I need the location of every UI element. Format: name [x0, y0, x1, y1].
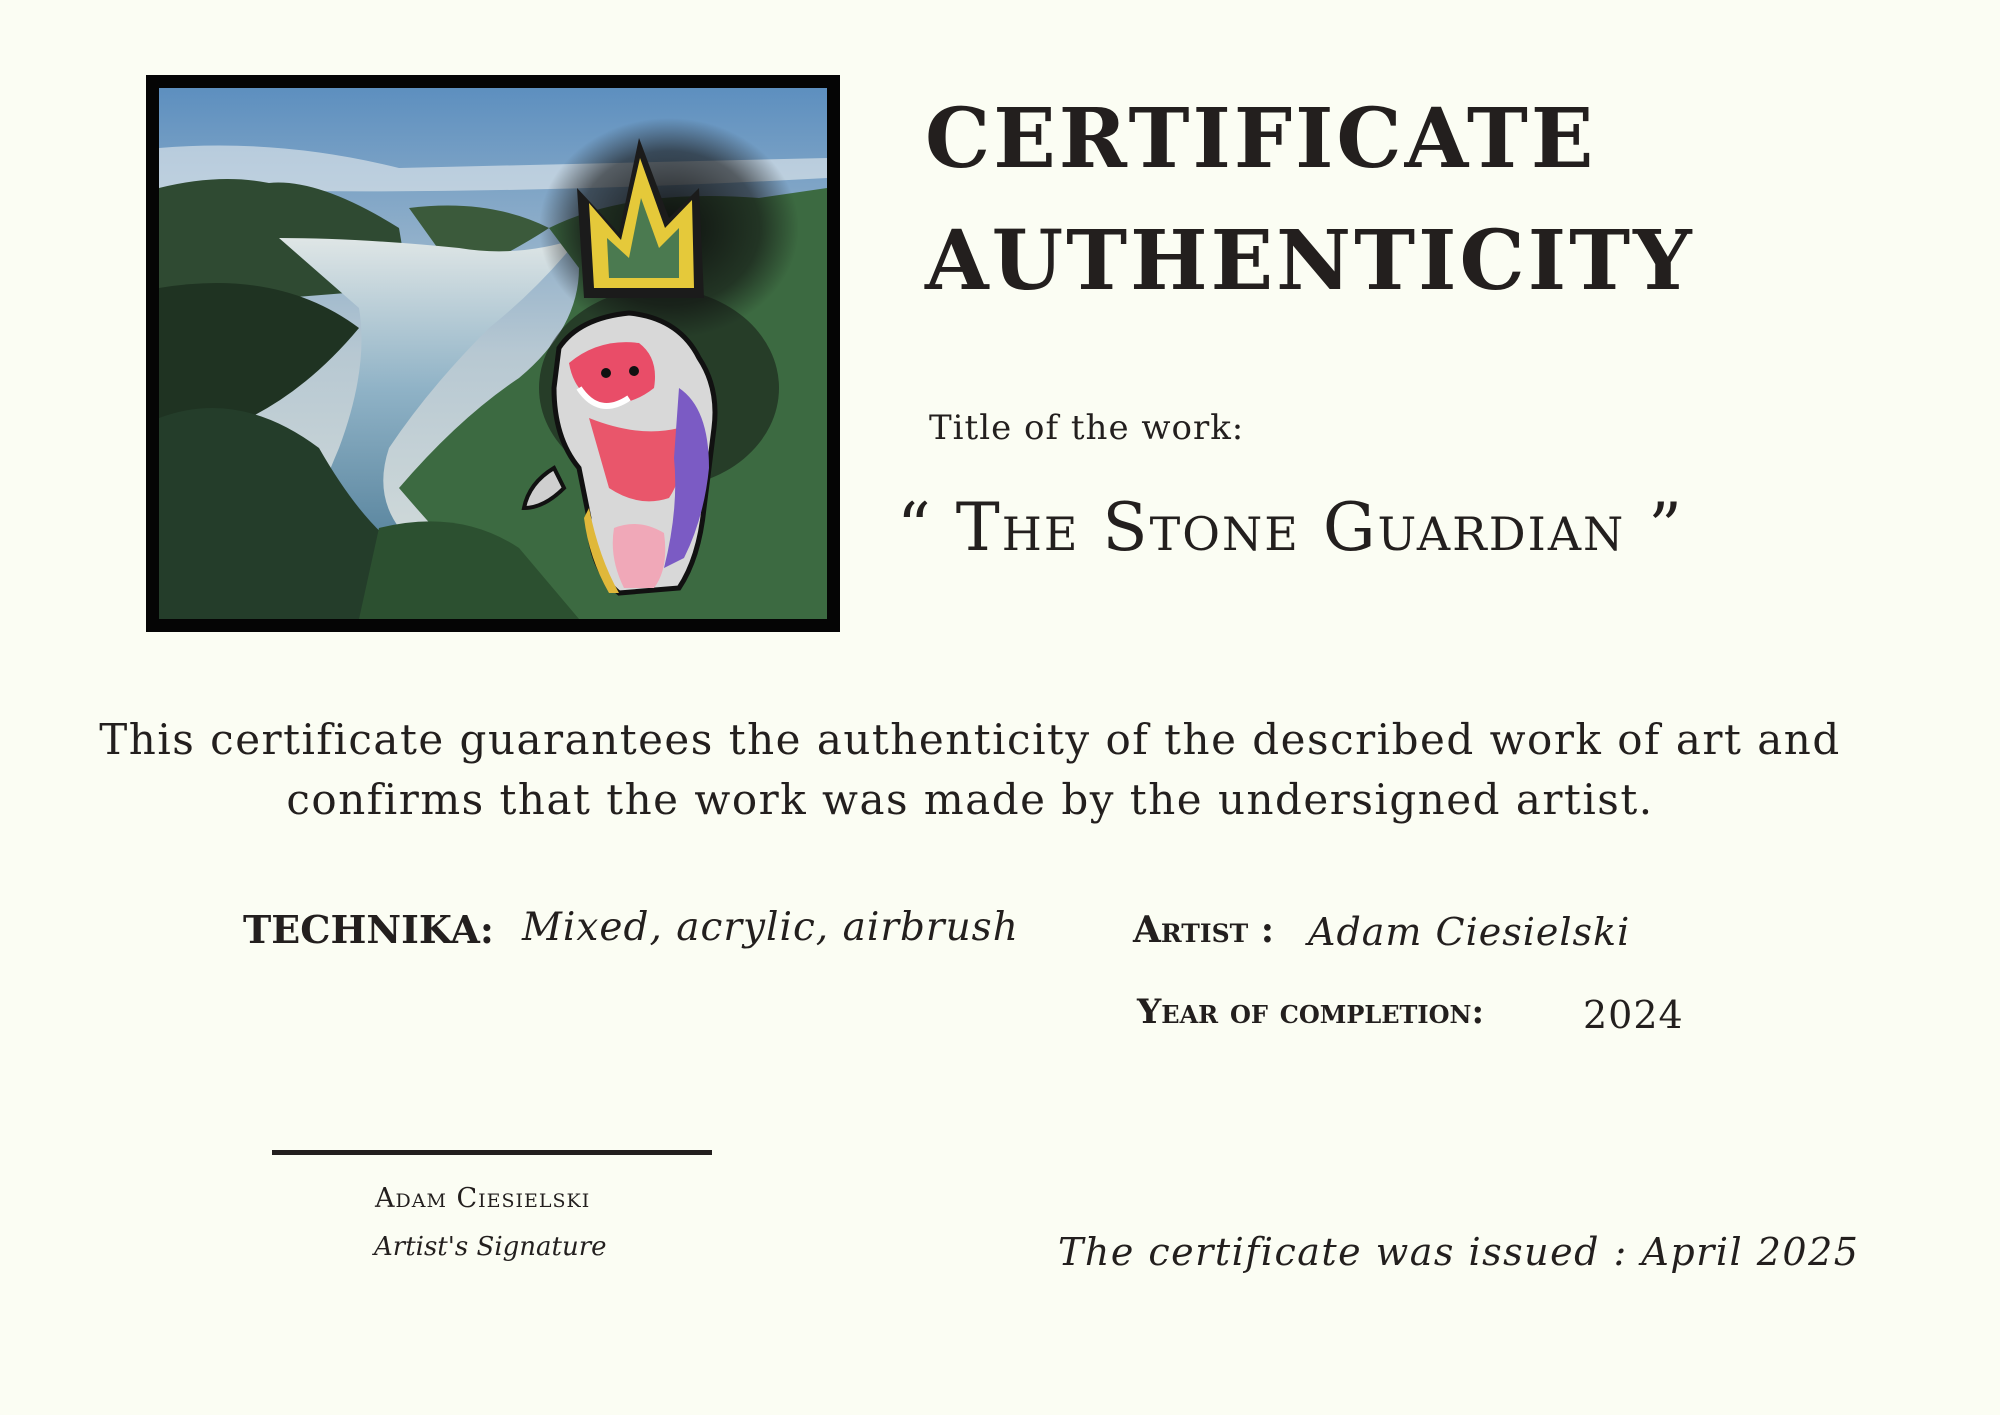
year-value: 2024 [1583, 993, 1684, 1037]
signature-name: Adam Ciesielski [375, 1183, 591, 1214]
year-label: Year of completion: [1137, 992, 1485, 1032]
signature-caption: Artist's Signature [374, 1232, 607, 1262]
statement-line1: This certificate guarantees the authenticity of the described work of art and [99, 715, 1841, 764]
artist-value: Adam Ciesielski [1308, 910, 1631, 954]
artwork-image [159, 88, 827, 619]
issue-date: The certificate was issued : April 2025 [1058, 1230, 1860, 1274]
certificate-title-line1: CERTIFICATE [925, 91, 1597, 187]
technique-label: TECHNIKA: [243, 907, 494, 952]
work-title: “ The Stone Guardian ” [897, 489, 1685, 566]
work-title-label: Title of the work: [929, 408, 1245, 448]
statement-line2: confirms that the work was made by the undersigned artist. [286, 775, 1654, 824]
certificate-title-line2: AUTHENTICITY [925, 213, 1695, 309]
artist-label: Artist : [1133, 909, 1275, 951]
artwork-frame [146, 75, 840, 632]
signature-line [272, 1150, 712, 1155]
authenticity-statement [60, 710, 1880, 830]
technique-value: Mixed, acrylic, airbrush [522, 905, 1019, 950]
